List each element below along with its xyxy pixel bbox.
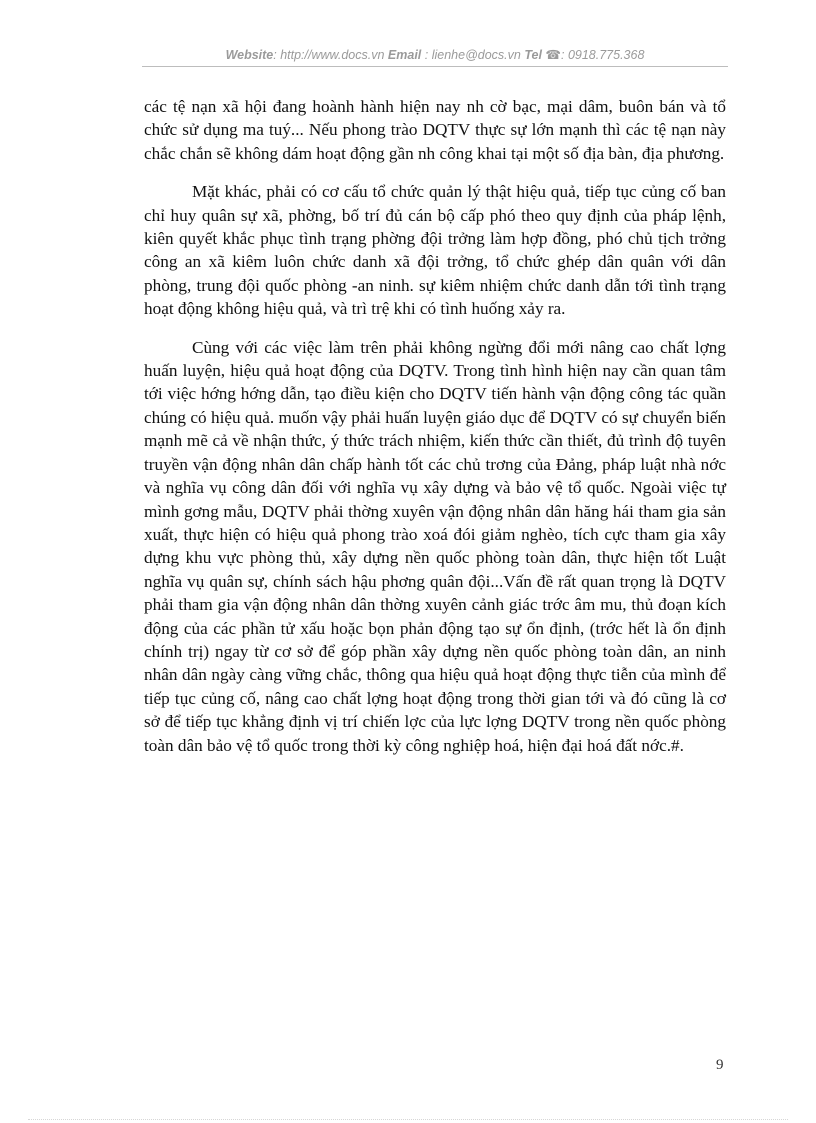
- email-label: Email: [387, 48, 422, 62]
- tel-value: : 0918.775.368: [561, 48, 645, 62]
- footer-divider: [28, 1119, 788, 1120]
- email-value: : lienhe@docs.vn: [424, 48, 521, 62]
- paragraph-training: Cùng với các việc làm trên phải không ngừng đổi mới nâng cao chất lợng huấn luyện, hiệu quả hoạt động của DQTV. Trong tình hình hiện nay cần quan tâm tới việc hớng hớng dẫn, tạo điều kiện cho DQTV tiến hành vận động công tác quần chúng có hiệu quả. muốn vậy phải huấn luyện giáo dục để DQTV có sự chuyển biến mạnh mẽ cả về nhận thức, ý thức trách nhiệm, kiến thức cần thiết, đủ trình độ tuyên truyền vận động nhân dân chấp hành tốt các chủ trơng của Đảng, pháp luật nhà nớc và nghĩa vụ công dân đối với nghĩa vụ xây dựng và bảo vệ tổ quốc. Ngoài việc tự mình gơng mẫu, DQTV phải thờng xuyên vận động nhân dân hăng hái tham gia sản xuất, thực hiện có hiệu quả phong trào xoá đói giảm nghèo, tích cực tham gia xây dựng khu vực phòng thủ, xây dựng nền quốc phòng toàn dân, thực hiện tốt Luật nghĩa vụ quân sự, chính sách hậu phơng quân đội...Vấn đề rất quan trọng là DQTV phải tham gia vận động nhân dân thờng xuyên cảnh giác trớc âm mu, thủ đoạn kích động của các phần tử xấu hoặc bọn phản động tạo sự ổn định, (trớc hết là ổn định chính trị) ngay từ cơ sở để góp phần xây dựng nền quốc phòng toàn dân, an ninh nhân dân ngày càng vững chắc, thông qua hiệu quả hoạt động thực tiễn của mình để tiếp tục củng cố, nâng cao chất lợng hoạt động trong thời gian tới và đó cũng là cơ sở để tiếp tục khẳng định vị trí chiến lợc của lực lợng DQTV trong nền quốc phòng toàn dân bảo vệ tổ quốc trong thời kỳ công nghiệp hoá, hiện đại hoá đất nớc.#.: [144, 337, 726, 755]
- phone-icon: ☎: [545, 48, 561, 62]
- website-label: Website: [225, 48, 274, 62]
- page-number: 9: [716, 1057, 724, 1073]
- page-header: [142, 47, 728, 62]
- tel-label: Tel: [524, 48, 542, 62]
- document-body: [144, 95, 726, 772]
- website-value: : http://www.docs.vn: [273, 48, 385, 62]
- header-divider: [142, 66, 728, 67]
- paragraph-organization: Mặt khác, phải có cơ cấu tổ chức quản lý thật hiệu quả, tiếp tục củng cố ban chỉ huy quân sự xã, phờng, bố trí đủ cán bộ cấp phó theo quy định của pháp lệnh, kiên quyết khắc phục tình trạng phờng đội trởng làm hợp đồng, phó chủ tịch trởng công an xã kiêm luôn chức danh xã đội trởng, tổ chức ghép dân quân với dân phòng, trung đội quốc phòng -an ninh. sự kiêm nhiệm chức danh dẫn tới tình trạng hoạt động không hiệu quả, và trì trệ khi có tình huống xảy ra.: [144, 182, 726, 319]
- paragraph-continuation: các tệ nạn xã hội đang hoành hành hiện nay nh cờ bạc, mại dâm, buôn bán và tổ chức sử dụng ma tuý... Nếu phong trào DQTV thực sự lớn mạnh thì các tệ nạn này chắc chắn sẽ không dám hoạt động gần nh công khai tại một số địa bàn, địa phương.: [144, 97, 726, 163]
